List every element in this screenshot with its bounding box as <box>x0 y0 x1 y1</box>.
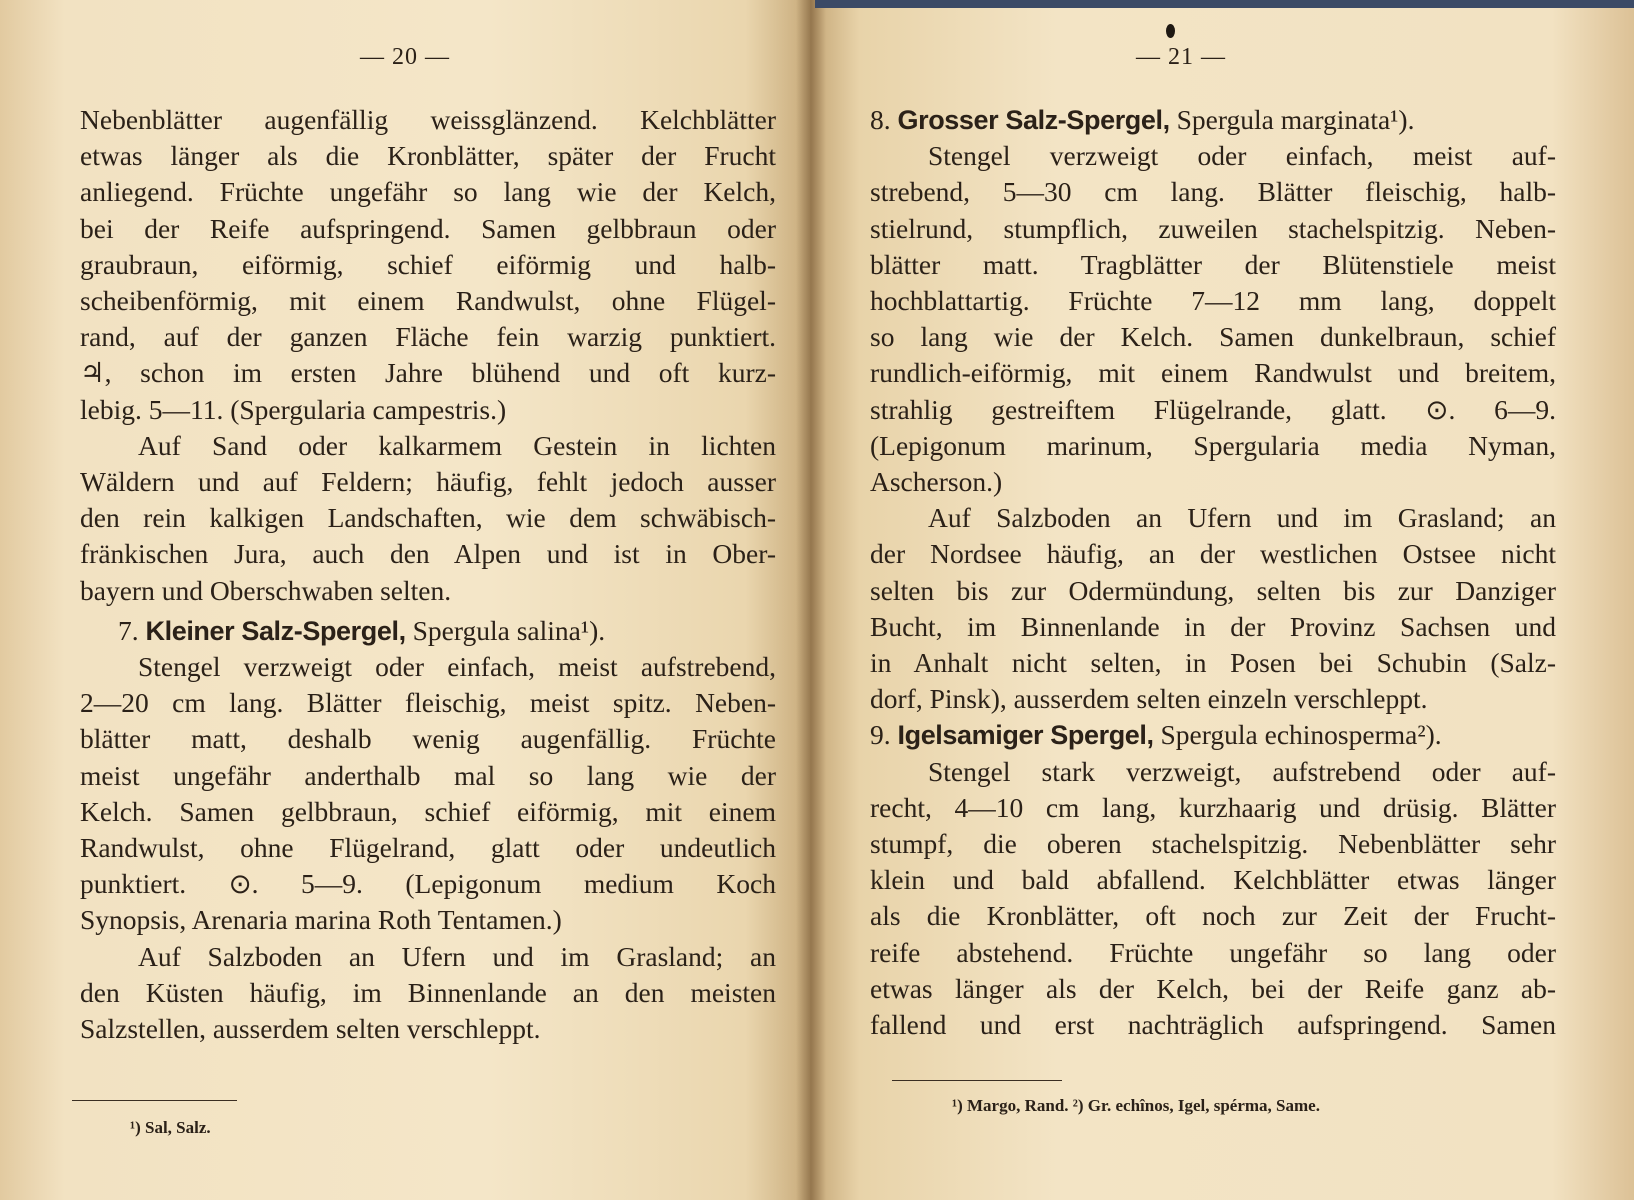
footnote: ¹) Margo, Rand. ²) Gr. echînos, Igel, spérma, Same. <box>952 1096 1320 1115</box>
text-line: strahlig gestreiftem Flügelrande, glatt. ⊙. 6—9. <box>870 393 1556 425</box>
text-line: so lang wie der Kelch. Samen dunkelbraun, schief <box>870 321 1556 353</box>
ink-spot <box>1166 24 1175 38</box>
book-edge <box>815 0 1634 8</box>
heading-number: 8. <box>870 104 891 135</box>
right-page <box>810 0 1634 1200</box>
heading-latin-name: Spergula salina¹). <box>412 614 606 646</box>
text-line: als die Kronblätter, oft noch zur Zeit der Frucht- <box>870 900 1556 932</box>
text-line: bayern und Oberschwaben selten. <box>80 574 452 606</box>
text-line: Salzstellen, ausserdem selten verschleppt. <box>80 1013 541 1045</box>
footnote: ¹) Sal, Salz. <box>130 1118 211 1137</box>
text-line: Kelch. Samen gelbbraun, schief eiförmig, mit einem <box>80 795 776 827</box>
text-line: fallend und erst nachträglich aufspringend. Samen <box>870 1009 1556 1041</box>
text-line: 2—20 cm lang. Blätter fleischig, meist spitz. Neben- <box>80 687 776 719</box>
heading-common-name: Kleiner Salz-Spergel, <box>145 615 406 646</box>
heading-number: 7. <box>118 614 139 646</box>
text-line: Synopsis, Arenaria marina Roth Tentamen.) <box>80 904 562 936</box>
text-line: anliegend. Früchte ungefähr so lang wie der Kelch, <box>80 176 776 208</box>
text-line: den rein kalkigen Landschaften, wie dem schwäbisch- <box>80 502 776 534</box>
text-line: etwas länger als der Kelch, bei der Reife ganz ab- <box>870 972 1556 1004</box>
text-line: hochblattartig. Früchte 7—12 mm lang, doppelt <box>870 285 1556 317</box>
text-line: reife abstehend. Früchte ungefähr so lang oder <box>870 936 1556 968</box>
text-line: Stengel verzweigt oder einfach, meist auf- <box>928 140 1556 172</box>
right-body-text <box>870 102 1556 1043</box>
text-line: Auf Salzboden an Ufern und im Grasland; an <box>928 502 1556 534</box>
text-line: Randwulst, ohne Flügelrand, glatt oder undeutlich <box>80 832 776 864</box>
text-line: Wäldern und auf Feldern; häufig, fehlt jedoch ausser <box>80 466 776 498</box>
species-heading <box>870 102 1556 138</box>
text-line: Ascherson.) <box>870 466 1003 498</box>
book-gutter <box>796 0 826 1200</box>
text-line: stielrund, stumpflich, zuweilen stachelspitzig. Neben- <box>870 212 1556 244</box>
text-line: etwas länger als die Kronblätter, später der Frucht <box>80 140 776 172</box>
text-line: klein und bald abfallend. Kelchblätter etwas länger <box>870 864 1556 896</box>
text-line: Nebenblätter augenfällig weissglänzend. Kelchblätter <box>80 104 776 135</box>
text-line: Stengel stark verzweigt, aufstrebend oder auf- <box>928 755 1556 787</box>
text-line: dorf, Pinsk), ausserdem selten einzeln verschleppt. <box>870 683 1428 715</box>
text-line: Bucht, im Binnenlande in der Provinz Sachsen und <box>870 610 1556 642</box>
text-line: Stengel verzweigt oder einfach, meist aufstrebend, <box>138 651 776 683</box>
text-line: strebend, 5—30 cm lang. Blätter fleischig, halb- <box>870 176 1556 208</box>
footnote-rule <box>892 1080 1062 1081</box>
text-line: ♃, schon im ersten Jahre blühend und oft kurz- <box>80 357 776 389</box>
text-line: der Nordsee häufig, an der westlichen Ostsee nicht <box>870 538 1556 570</box>
text-line: rand, auf der ganzen Fläche fein warzig punktiert. <box>80 321 776 353</box>
text-line: Auf Salzboden an Ufern und im Grasland; an <box>138 940 776 972</box>
text-line: recht, 4—10 cm lang, kurzhaarig und drüsig. Blätter <box>870 791 1556 823</box>
text-line: selten bis zur Odermündung, selten bis zur Danziger <box>870 574 1556 606</box>
left-page <box>0 0 810 1200</box>
text-line: lebig. 5—11. (Spergularia campestris.) <box>80 393 507 425</box>
text-line: blätter matt. Tragblätter der Blütenstiele meist <box>870 248 1556 280</box>
text-line: den Küsten häufig, im Binnenlande an den meisten <box>80 976 776 1008</box>
heading-common-name: Igelsamiger Spergel, <box>897 720 1154 751</box>
footnote-rule <box>72 1100 237 1101</box>
text-line: meist ungefähr anderthalb mal so lang wie der <box>80 759 776 791</box>
text-line: (Lepigonum marinum, Spergularia media Nyman, <box>870 429 1556 461</box>
text-line: fränkischen Jura, auch den Alpen und ist in Ober- <box>80 538 776 570</box>
text-line: blätter matt, deshalb wenig augenfällig. Früchte <box>80 723 776 755</box>
text-line: in Anhalt nicht selten, in Posen bei Schubin (Salz- <box>870 647 1556 679</box>
species-heading <box>80 613 776 649</box>
text-line: scheibenförmig, mit einem Randwulst, ohne Flügel- <box>80 285 776 317</box>
page-number: — 20 — <box>360 44 450 70</box>
text-line: stumpf, die oberen stachelspitzig. Nebenblätter sehr <box>870 828 1556 860</box>
heading-number: 9. <box>870 719 891 751</box>
text-line: bei der Reife aufspringend. Samen gelbbraun oder <box>80 212 776 244</box>
text-line: graubraun, eiförmig, schief eiförmig und halb- <box>80 248 776 280</box>
text-line: rundlich-eiförmig, mit einem Randwulst und breitem, <box>870 357 1556 389</box>
heading-common-name: Grosser Salz-Spergel, <box>897 105 1170 135</box>
heading-latin-name: Spergula marginata¹). <box>1176 104 1415 135</box>
text-line: Auf Sand oder kalkarmem Gestein in lichten <box>138 429 776 461</box>
left-body-text <box>80 102 776 1047</box>
text-line: punktiert. ⊙. 5—9. (Lepigonum medium Koch <box>80 868 776 900</box>
page-number: — 21 — <box>1136 44 1226 70</box>
heading-latin-name: Spergula echinosperma²). <box>1160 719 1442 751</box>
species-heading <box>870 717 1556 753</box>
